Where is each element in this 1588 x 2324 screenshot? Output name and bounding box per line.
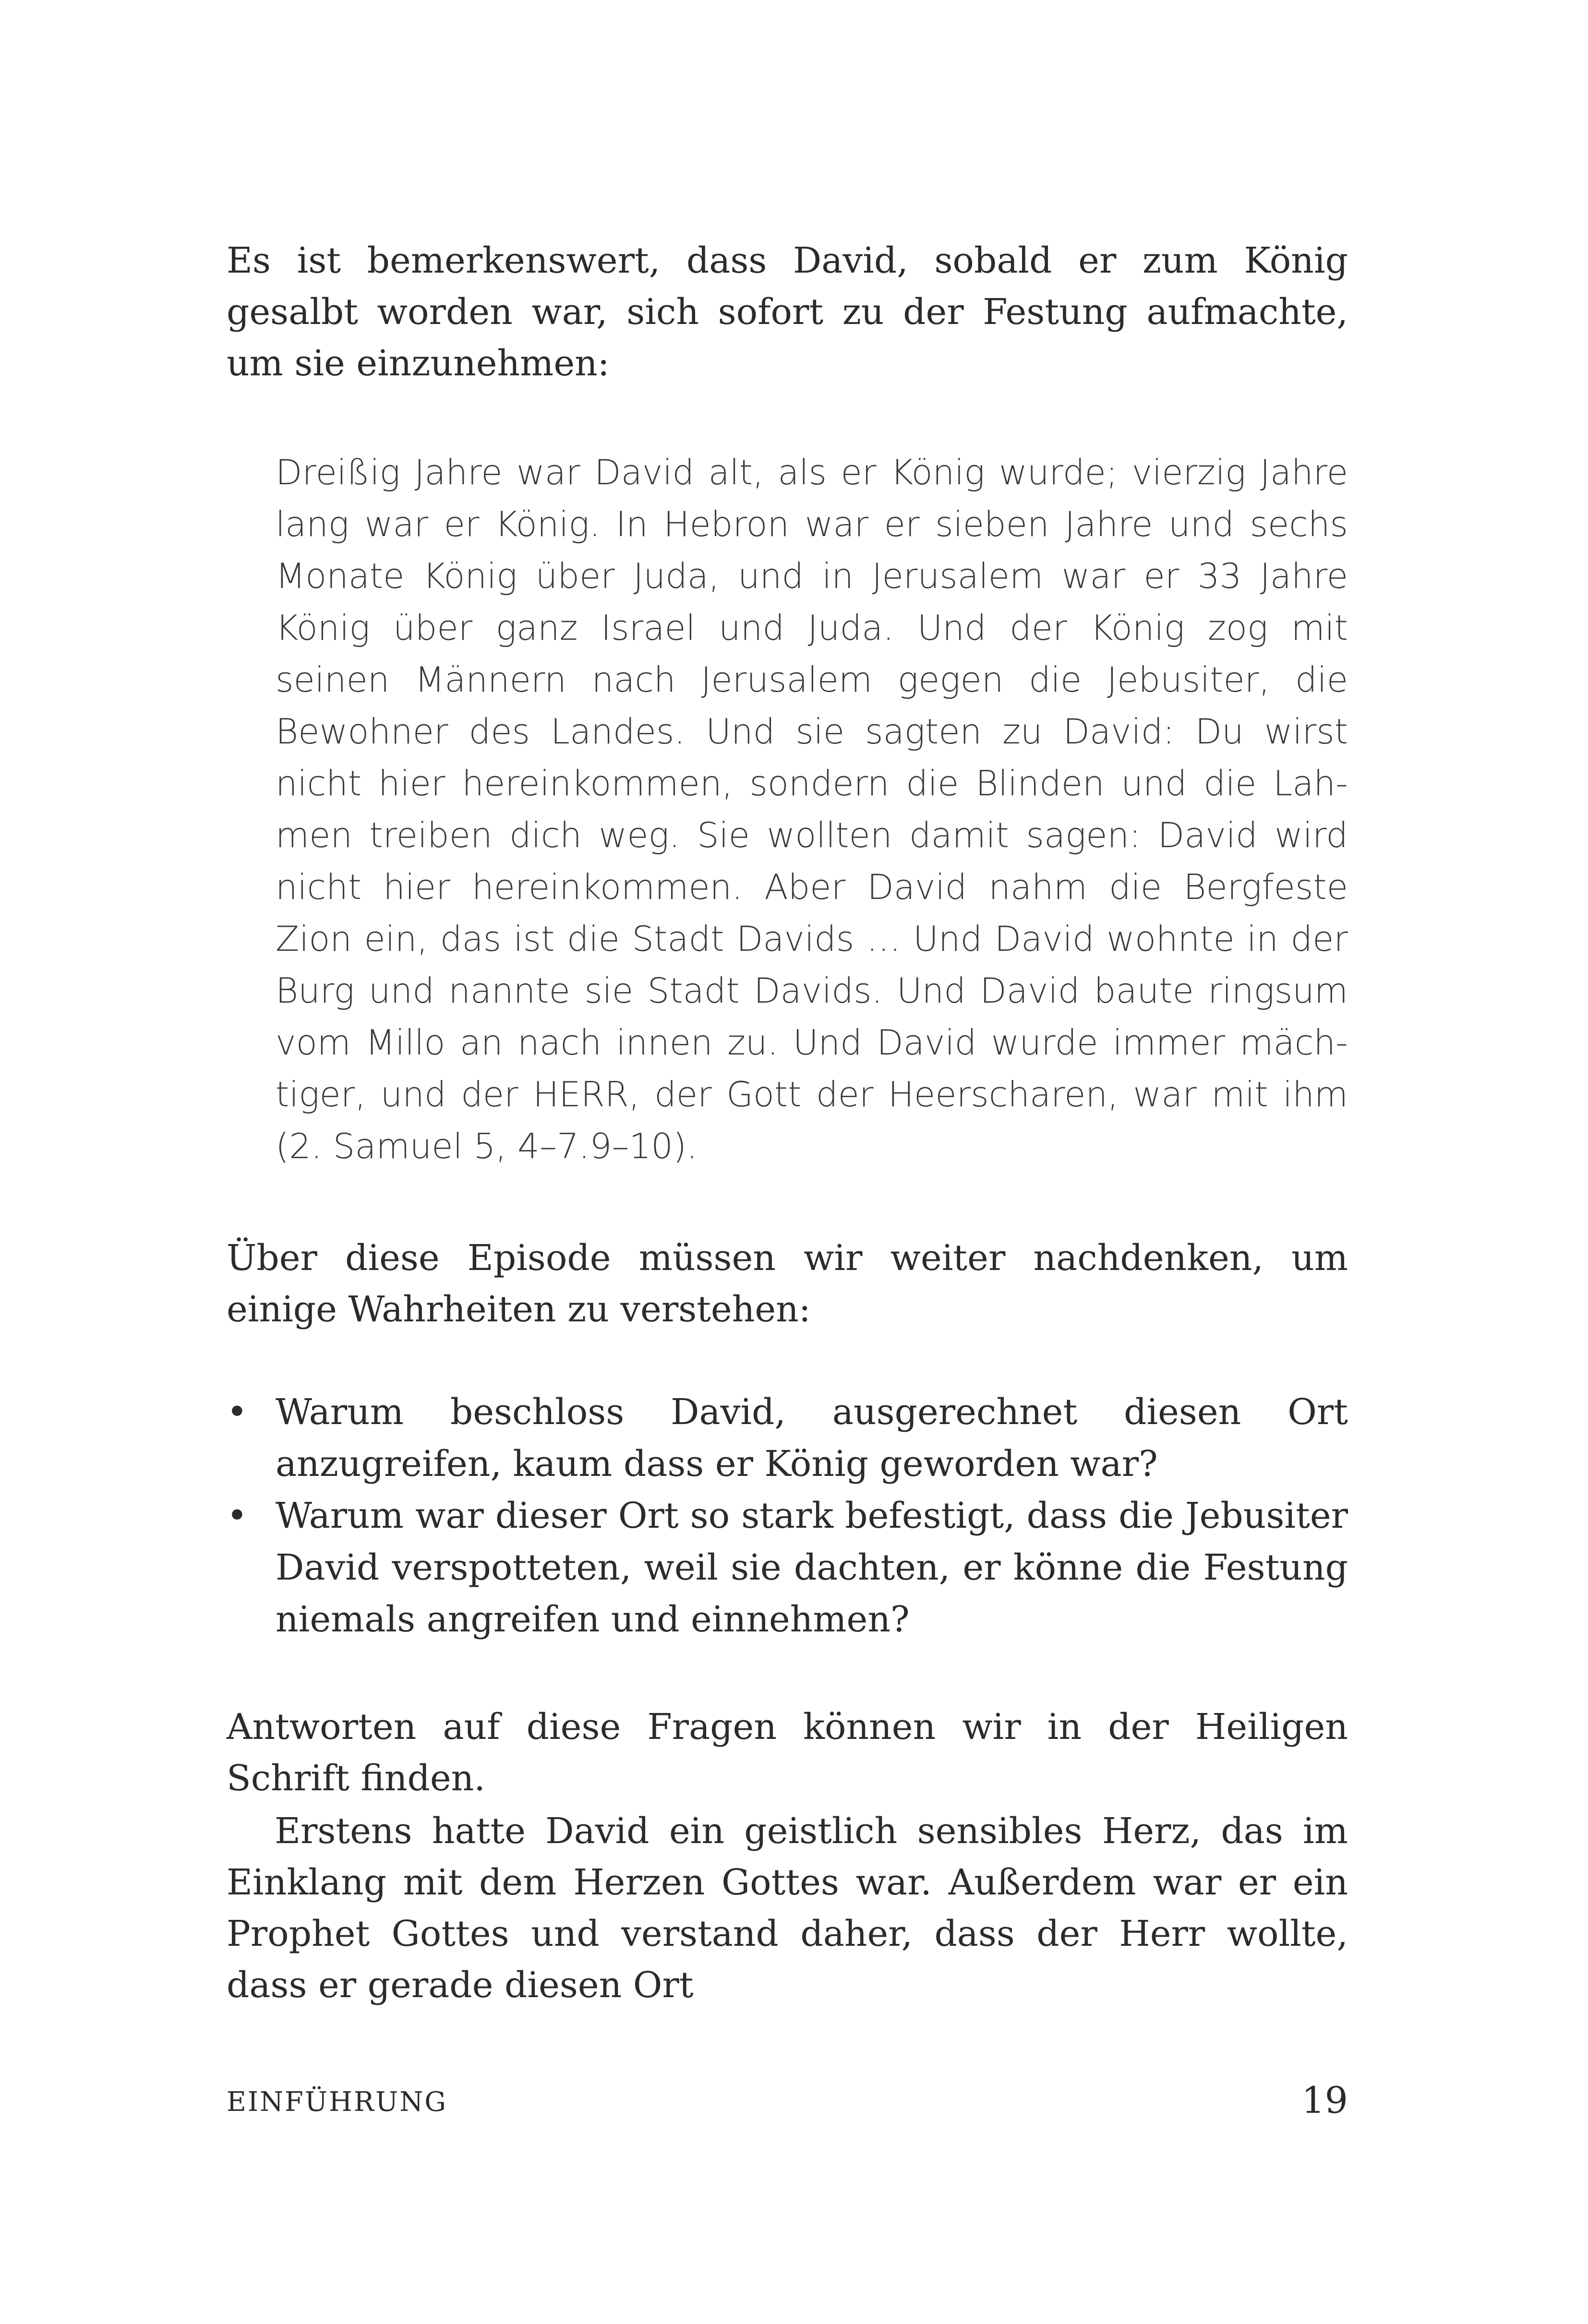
answers-paragraph: Antworten auf diese Fragen können wir in der Heiligen Schrift finden. [227, 1706, 1348, 1799]
bible-quote: Dreißig Jahre war David alt, als er König wurde; vierzig Jahre lang war er König. In Hebron war er sieben Jahre und sechs Monate König über Juda, und in Jerusalem war er 33 Jahre König über ganz Israel und Juda. Und der König zog mit seinen Männern nach Jerusalem gegen die Jebusiter, die Bewohner des Landes. Und sie sagten zu David: Du wirst nicht hier hereinkommen, sondern die Blinden und die Lahmen treiben dich weg. Sie wollten damit sagen: David wird nicht hier hereinkommen. Aber David nahm die Bergfeste Zion ein, das ist die Stadt Davids … Und David wohnte in der Burg und nannte sie Stadt Davids. Und David baute ringsum vom Millo an nach innen zu. Und David wurde immer mächtiger, und der HERR, der Gott der Heerscharen, war mit ihm (2. Samuel 5, 4–7.9–10). [276, 452, 1348, 1166]
reflection-paragraph: Über diese Episode müssen wir weiter nachdenken, um einige Wahrheiten zu verstehen: [227, 1237, 1348, 1330]
page-number: 19 [1301, 2079, 1348, 2121]
running-footer-section: EINFÜHRUNG [227, 2086, 447, 2118]
firstly-paragraph: Erstens hatte David ein geistlich sensibles Herz, das im Einklang mit dem Herzen Gottes war. Außerdem war er ein Prophet Gottes und verstand daher, dass der Herr wollte, dass er gerade diesen Ort [227, 1810, 1348, 2006]
question-list [227, 1386, 1348, 1645]
question-text: Warum beschloss David, ausgerechnet diesen Ort anzugreifen, kaum dass er König geworden war? [276, 1391, 1348, 1485]
question-text: Warum war dieser Ort so stark befestigt, dass die Jebusiter David verspotteten, weil sie dachten, er könne die Festung niemals angreifen und einnehmen? [276, 1495, 1348, 1640]
list-item [227, 1490, 1348, 1645]
list-item [227, 1386, 1348, 1490]
bullet-icon: • [227, 1495, 248, 1536]
bullet-icon: • [227, 1391, 248, 1433]
intro-paragraph: Es ist bemerkenswert, dass David, sobald er zum König gesalbt worden war, sich sofort zu der Festung aufmachte, um sie einzunehmen: [227, 240, 1348, 384]
